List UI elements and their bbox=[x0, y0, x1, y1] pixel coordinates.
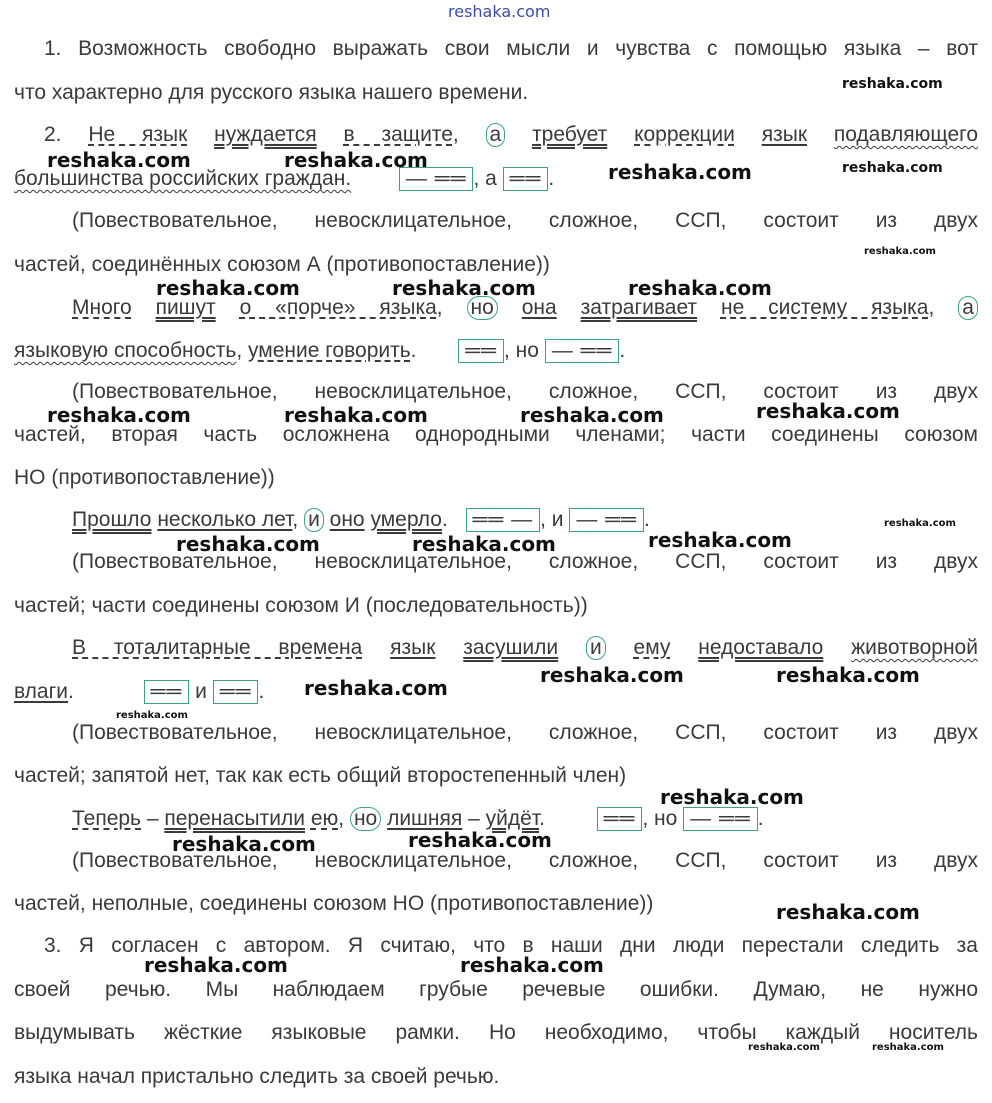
scheme-box: — ══ bbox=[569, 508, 644, 532]
scheme-box: ══ bbox=[213, 680, 259, 704]
d2-line3: НО (противопоставление)) bbox=[14, 466, 275, 489]
d2-line1: (Повествовательное, невосклицательное, сложное, ССП, состоит из двух bbox=[72, 380, 978, 403]
watermark: reshaka.com bbox=[156, 276, 300, 300]
p1-line1: 1. Возможность свободно выражать свои мысли и чувства с помощью языка – вот bbox=[44, 37, 978, 60]
watermark: reshaka.com bbox=[304, 676, 448, 700]
scheme-box: ══ bbox=[458, 339, 504, 363]
watermark: reshaka.com bbox=[144, 953, 288, 977]
d3-line2: частей; части соединены союзом И (последовательность)) bbox=[14, 594, 588, 617]
p3-line2: своей речью. Мы наблюдаем грубые речевые ошибки. Думаю, не нужно bbox=[14, 978, 978, 1001]
s5-line1: Теперь – перенасытили ею, но лишняя – уйдёт. ══ , но — ══ . bbox=[72, 807, 764, 831]
scheme-box: — ══ bbox=[683, 807, 758, 831]
d4-line2: частей; запятой нет, так как есть общий второстепенный член) bbox=[14, 764, 627, 787]
watermark: reshaka.com bbox=[47, 403, 191, 427]
scheme-box: — ══ bbox=[399, 167, 474, 191]
s1-object: коррекции bbox=[634, 123, 735, 146]
watermark: reshaka.com bbox=[408, 828, 552, 852]
watermark: reshaka.com bbox=[460, 953, 604, 977]
s5-conjunction: но bbox=[350, 807, 381, 831]
scheme-box: ══ bbox=[503, 167, 549, 191]
d3-line1: (Повествовательное, невосклицательное, сложное, ССП, состоит из двух bbox=[72, 550, 978, 573]
watermark: reshaka.com bbox=[520, 403, 664, 427]
watermark: reshaka.com bbox=[864, 246, 936, 257]
p3-line4: языка начал пристально следить за своей речью. bbox=[14, 1065, 500, 1088]
watermark: reshaka.com bbox=[540, 663, 684, 687]
watermark: reshaka.com bbox=[628, 276, 772, 300]
s2-subject: она bbox=[521, 296, 557, 319]
watermark: reshaka.com bbox=[176, 532, 320, 556]
header-watermark: reshaka.com bbox=[448, 2, 551, 21]
s2-line2: языковую способность, умение говорить. ══ , но — ══ . bbox=[14, 339, 626, 363]
watermark: reshaka.com bbox=[776, 663, 920, 687]
d5-line2: частей, неполные, соединены союзом НО (противопоставление)) bbox=[14, 892, 654, 915]
watermark: reshaka.com bbox=[47, 148, 191, 172]
watermark: reshaka.com bbox=[660, 785, 804, 809]
scheme-box: — ══ bbox=[545, 339, 620, 363]
watermark: reshaka.com bbox=[842, 160, 943, 176]
s2-predicate: затрагивает bbox=[580, 296, 698, 319]
watermark: reshaka.com bbox=[608, 160, 752, 184]
d4-line1: (Повествовательное, невосклицательное, сложное, ССП, состоит из двух bbox=[72, 721, 978, 744]
s2-predicate: пишут bbox=[155, 296, 216, 319]
watermark: reshaka.com bbox=[172, 832, 316, 856]
watermark: reshaka.com bbox=[884, 518, 956, 529]
s2-line1: Много пишут о «порче» языка, но она затрагивает не систему языка, а bbox=[72, 295, 978, 321]
watermark: reshaka.com bbox=[116, 710, 188, 721]
p1-line2: что характерно для русского языка нашего времени. bbox=[14, 81, 529, 104]
s4-line2: влаги. ══ и ══ . bbox=[14, 680, 265, 704]
scheme-box: ══ bbox=[597, 807, 643, 831]
watermark: reshaka.com bbox=[842, 76, 943, 92]
p3-line1: 3. Я согласен с автором. Я считаю, что в наши дни люди перестали следить за bbox=[44, 934, 978, 957]
s1-word: Не язык bbox=[88, 123, 188, 146]
s1-attribute: подавляющего bbox=[833, 123, 978, 146]
s3-line1: Прошло несколько лет, и оно умерло. ══ — , и — ══ . bbox=[72, 508, 650, 532]
s1-word: в защите bbox=[343, 123, 453, 146]
d5-line1: (Повествовательное, невосклицательное, сложное, ССП, состоит из двух bbox=[72, 849, 978, 872]
s2-conjunction: но bbox=[467, 296, 498, 320]
watermark: reshaka.com bbox=[776, 900, 920, 924]
scheme-box: ══ — bbox=[466, 508, 541, 532]
watermark: reshaka.com bbox=[872, 1042, 944, 1053]
s1-predicate: нуждается bbox=[214, 123, 317, 146]
watermark: reshaka.com bbox=[756, 399, 900, 423]
watermark: reshaka.com bbox=[412, 532, 556, 556]
scheme-box: ══ bbox=[144, 680, 190, 704]
s1-conjunction: а bbox=[486, 123, 506, 147]
s1-attribute-phrase: большинства российских граждан. bbox=[14, 167, 352, 190]
s1-line1: 2. Не язык нуждается в защите, а требует коррекции язык подавляющего bbox=[44, 123, 978, 146]
watermark: reshaka.com bbox=[284, 148, 428, 172]
d1-line1: (Повествовательное, невосклицательное, сложное, ССП, состоит из двух bbox=[72, 209, 978, 232]
s4-conjunction: и bbox=[586, 636, 606, 660]
s1-line2: большинства российских граждан. — ══ , а ══ . bbox=[14, 167, 555, 191]
p3-line3: выдумывать жёсткие языковые рамки. Но необходимо, чтобы каждый носитель bbox=[14, 1021, 978, 1044]
s1-number: 2. bbox=[44, 123, 62, 146]
watermark: reshaka.com bbox=[748, 1042, 820, 1053]
d2-line2: частей, вторая часть осложнена однородными членами; части соединены союзом bbox=[14, 423, 978, 446]
watermark: reshaka.com bbox=[648, 528, 792, 552]
s4-line1: В тоталитарные времена язык засушили и ему недоставало животворной bbox=[72, 636, 978, 659]
s1-subject: язык bbox=[761, 123, 807, 146]
s3-conjunction: и bbox=[304, 508, 324, 532]
d1-line2: частей, соединённых союзом А (противопоставление)) bbox=[14, 253, 550, 276]
watermark: reshaka.com bbox=[284, 403, 428, 427]
watermark: reshaka.com bbox=[392, 276, 536, 300]
s2-conjunction: а bbox=[958, 296, 978, 320]
s1-predicate: требует bbox=[532, 123, 608, 146]
